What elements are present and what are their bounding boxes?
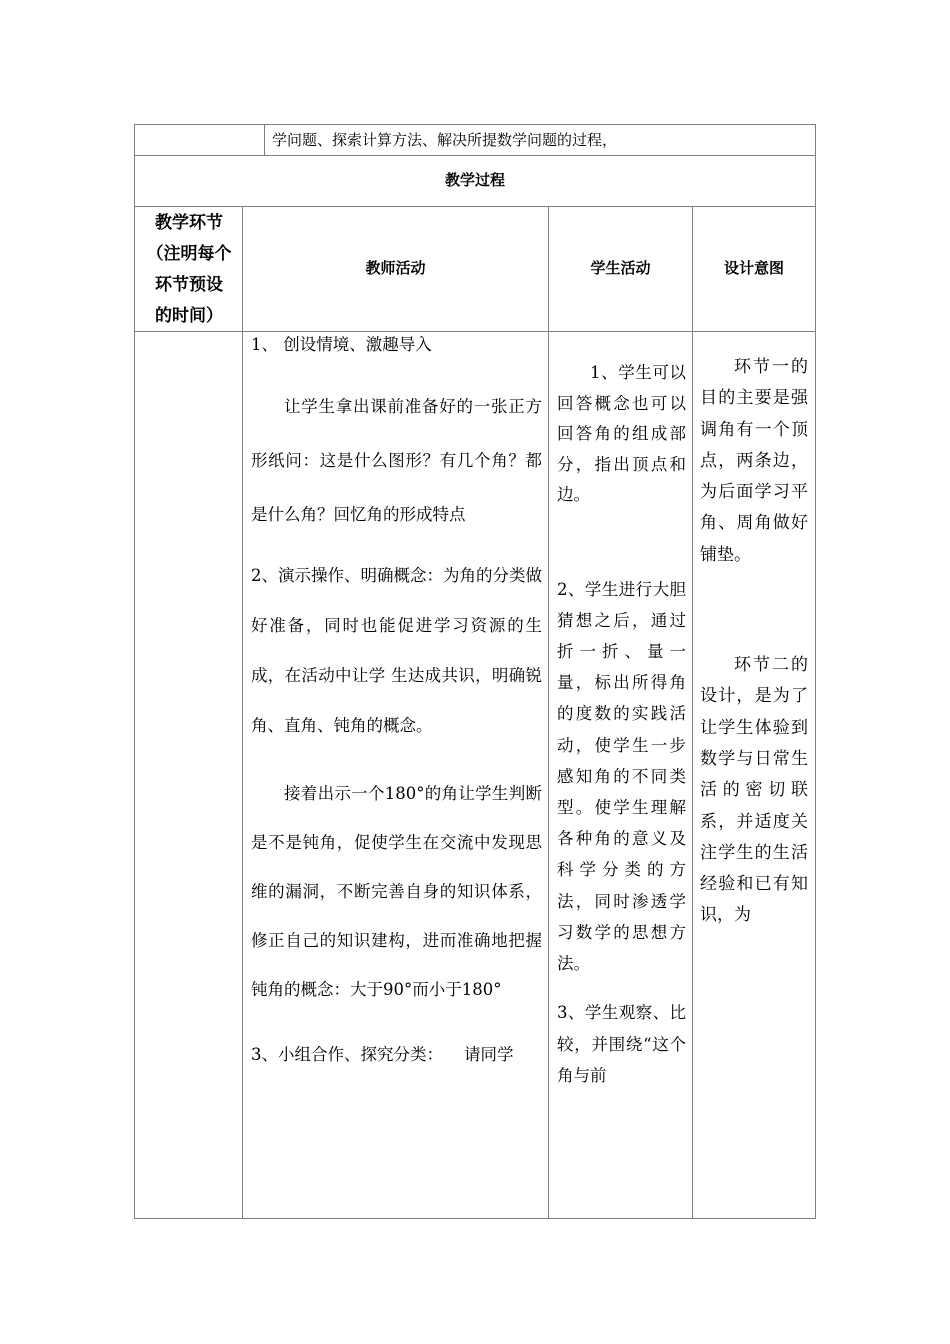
col-divider-2: [548, 206, 549, 1219]
teacher-step-2-followup: 接着出示一个180°的角让学生判断是不是钝角，促使学生在交流中发现思维的漏洞，不断完善自身的知识体系，修正自己的知识建构，进而准确地把握钝角的概念：大于90°而小于180°: [251, 784, 542, 999]
top-row-divider: [264, 124, 265, 156]
student-step-2-text: 2、学生进行大胆猜想之后，通过折一折、量一量，标出所得角的度数的实践活动，使学生一步感知角的不同类型。使学生理解各种角的意义及科学分类的方法，同时渗透学习数学的思想方法。: [557, 579, 686, 973]
student-step-1-text: 1、学生可以回答概念也可以回答角的组成部分，指出顶点和边。: [557, 363, 686, 504]
header-student-activity: 学生活动: [590, 259, 651, 277]
row-divider-2: [134, 206, 816, 207]
design-intent-cell: [700, 352, 808, 1218]
header-stage-line2: （注明每个: [146, 244, 232, 264]
header-teacher-activity: 教师活动: [365, 259, 426, 277]
header-stage-line1: 教学环节: [155, 213, 223, 233]
col-divider-1: [242, 206, 243, 1219]
teacher-activity-cell: [251, 331, 542, 1217]
design-step-2-text: 环节二的设计，是为了让学生体验到数学与日常生活的密切联系，并适度关注学生的生活经验和已有知识，为: [700, 655, 808, 926]
teacher-step-1-text: 让学生拿出课前准备好的一张正方形纸问：这是什么图形？有几个角？都是什么角？回忆角的形成特点: [251, 397, 542, 524]
header-stage-line4: 的时间）: [155, 306, 223, 326]
student-step-3-text: 3、学生观察、比较，并围绕“这个角与前: [557, 1003, 686, 1086]
student-activity-cell: [557, 358, 686, 1218]
teacher-step-2-text: 2、演示操作、明确概念：为角的分类做好准备，同时也能促进学习资源的生成，在活动中让学 生达成共识，明确锐角、直角、钝角的概念。: [251, 566, 542, 735]
section-title: 教学过程: [444, 171, 505, 189]
design-step-1-text: 环节一的目的主要是强调角有一个顶点，两条边，为后面学习平角、周角做好铺垫。: [700, 357, 808, 565]
header-stage-line3: 环节预设: [155, 275, 223, 295]
table-border-left: [134, 124, 135, 1219]
table-border-right: [815, 124, 816, 1219]
col-divider-3: [692, 206, 693, 1219]
header-stage: [136, 208, 242, 330]
top-row-text: 学问题、探索计算方法、解决所提数学问题的过程，: [272, 131, 618, 149]
teacher-step-3-text: 3、小组合作、探究分类： 请同学: [251, 1045, 514, 1064]
header-design-intent: 设计意图: [723, 259, 784, 277]
table-border-bottom: [134, 1218, 816, 1219]
teacher-step-1-title: 1、 创设情境、激趣导入: [251, 335, 432, 354]
row-divider-1: [134, 155, 816, 156]
table-border-top: [134, 124, 816, 125]
